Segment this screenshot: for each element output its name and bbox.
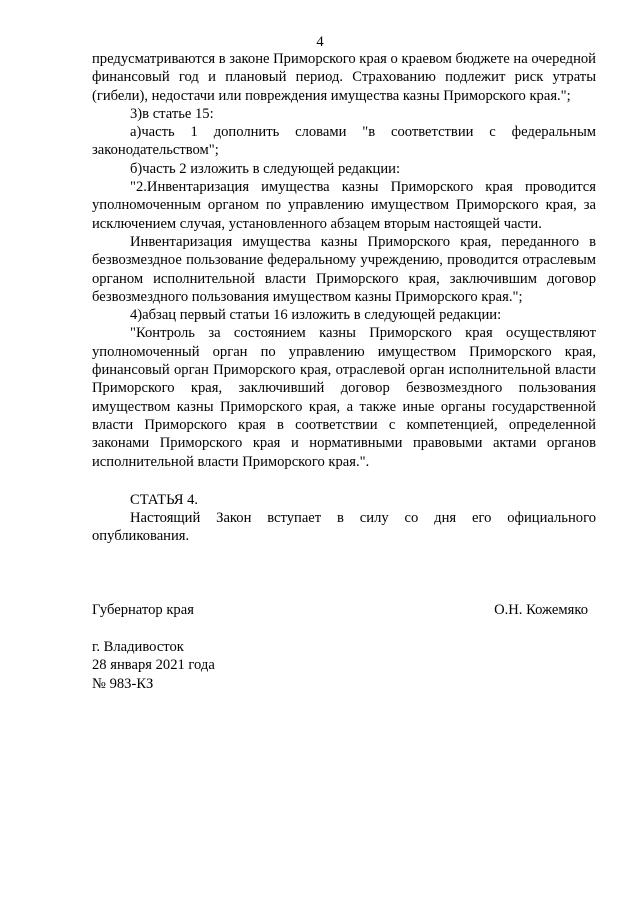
page-number: 4: [316, 34, 324, 50]
place-date-block: [92, 638, 215, 693]
article-text: Настоящий Закон вступает в силу со дня его официального опубликования.: [92, 510, 596, 545]
place: г. Владивосток: [92, 639, 184, 655]
paragraph: 3)в статье 15:: [130, 105, 214, 122]
document-body: [92, 50, 596, 546]
paragraph: "Контроль за состоянием казны Приморского края осуществляют уполномоченный орган по управлению имуществом Приморского края, финансовый орган Приморского края, отраслевой орган исполнительной власти Приморского края, заключивший договор безвозмездного пользования имуществом казны Приморского края, а также иные органы государственной власти Приморского края в соответствии с компетенцией, определенной законами Приморского края и нормативными правовыми актами органов исполнительной власти Приморского края.".: [92, 325, 596, 470]
signature-block: [92, 601, 596, 619]
signatory-position: Губернатор края: [92, 602, 194, 618]
law-number: № 983-КЗ: [92, 675, 154, 692]
spacer: [92, 471, 596, 491]
paragraph: 4)абзац первый статьи 16 изложить в следующей редакции:: [130, 307, 502, 324]
article-heading: СТАТЬЯ 4.: [130, 491, 199, 508]
paragraph: б)часть 2 изложить в следующей редакции:: [130, 160, 401, 177]
date: 28 января 2021 года: [92, 657, 215, 674]
paragraph: предусматриваются в законе Приморского края о краевом бюджете на очередной финансовый год и плановый период. Страхованию подлежит риск утраты (гибели), недостачи или повреждения имущества казны Приморского края.";: [92, 51, 596, 104]
paragraph: а)часть 1 дополнить словами "в соответствии с федеральным законодательством";: [92, 124, 596, 159]
paragraph: Инвентаризация имущества казны Приморского края, переданного в безвозмездное пользование федеральному учреждению, проводится отраслевым органом исполнительной власти Приморского края, заключившим договор безвозмездного пользования имуществом казны Приморского края.";: [92, 233, 596, 305]
paragraph: "2.Инвентаризация имущества казны Приморского края проводится уполномоченным органом по управлению имуществом Приморского края, за исключением случая, установленного абзацем вторым настоящей части.: [92, 179, 596, 232]
signatory-name: О.Н. Кожемяко: [494, 602, 588, 618]
